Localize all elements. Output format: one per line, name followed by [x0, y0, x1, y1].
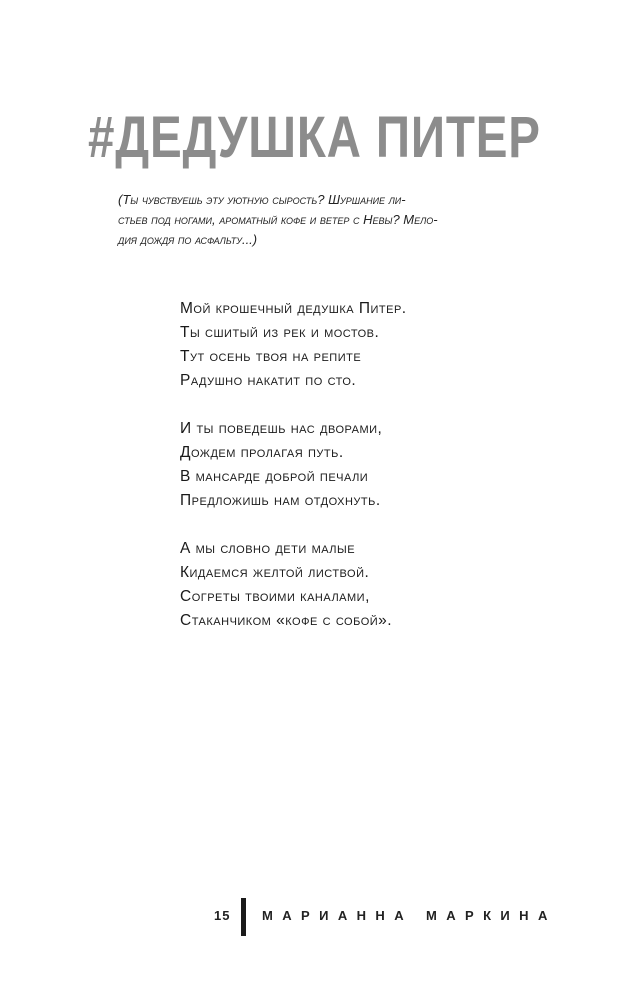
poem-stanza	[180, 537, 407, 633]
footer-divider	[241, 898, 246, 936]
poem-line: Предложишь нам отдохнуть.	[180, 492, 381, 509]
poem-line: Мой крошечный дедушка Питер.	[180, 300, 407, 317]
page-number: 15	[214, 908, 231, 923]
epigraph-line: стьев под ногами, ароматный кофе и ветер с Невы? Мело-	[118, 212, 438, 227]
poem-line: А мы словно дети малые	[180, 540, 356, 557]
poem-stanza	[180, 417, 407, 513]
epigraph	[118, 190, 558, 250]
page-title: #ДЕДУШКА ПИТЕР	[88, 105, 541, 170]
poem-line: Дождем пролагая путь.	[180, 444, 344, 461]
poem-stanza	[180, 297, 407, 393]
poem-line: В мансарде доброй печали	[180, 468, 369, 485]
poem	[180, 297, 407, 657]
author-name: МАРИАННА МАРКИНА	[262, 908, 557, 923]
page-footer	[0, 898, 644, 938]
poem-line: Радушно накатит по сто.	[180, 372, 357, 389]
poem-line: Тут осень твоя на репите	[180, 348, 362, 365]
poem-line: И ты поведешь нас дворами,	[180, 420, 383, 437]
epigraph-line: (Ты чувствуешь эту уютную сырость? Шуршание ли-	[118, 192, 406, 207]
epigraph-line: дия дождя по асфальту...)	[118, 232, 258, 247]
poem-line: Ты сшитый из рек и мостов.	[180, 324, 380, 341]
poem-line: Кидаемся желтой листвой.	[180, 564, 370, 581]
poem-line: Согреты твоими каналами,	[180, 588, 370, 605]
poem-line: Стаканчиком «кофе с собой».	[180, 612, 393, 629]
